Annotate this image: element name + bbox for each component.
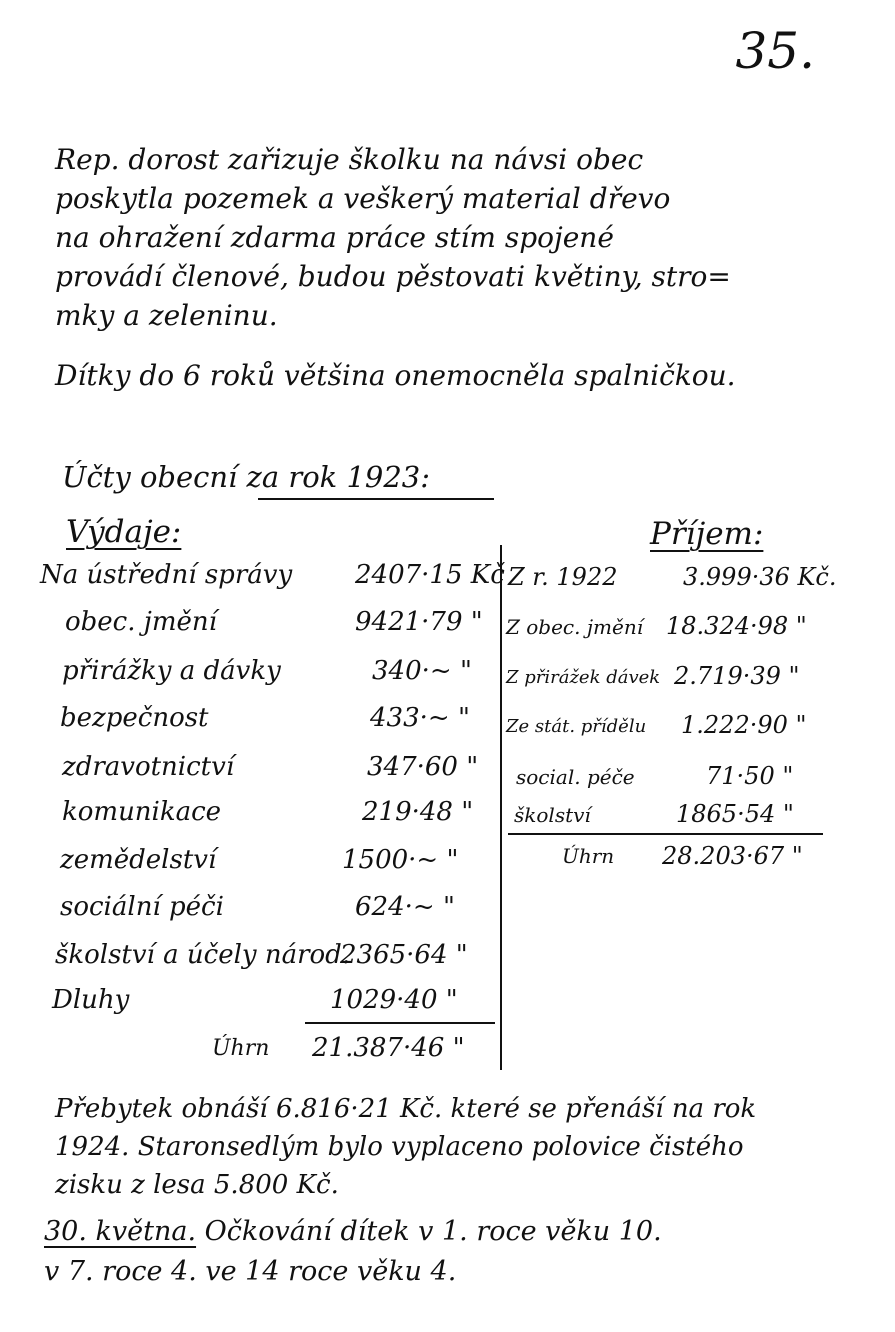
expense-label: komunikace bbox=[62, 797, 222, 827]
text-line: v 7. roce 4. ve 14 roce věku 4. bbox=[44, 1256, 457, 1287]
income-label: social. péče bbox=[516, 765, 635, 789]
paragraph-surplus bbox=[55, 1090, 756, 1204]
expenses-total: 21.387·46 " bbox=[312, 1033, 465, 1063]
text-line: Rep. dorost zařizuje školku na návsi obec bbox=[55, 143, 644, 176]
income-amount: 18.324·98 " bbox=[666, 612, 807, 640]
paragraph-measles bbox=[55, 356, 736, 395]
expenses-total-label: Úhrn bbox=[212, 1036, 270, 1061]
income-amount: 1.222·90 " bbox=[681, 711, 807, 739]
text-line: Dítky do 6 roků většina onemocněla spalničkou. bbox=[55, 359, 736, 392]
column-divider bbox=[500, 545, 502, 1070]
text-line: na ohražení zdarma práce stím spojené bbox=[55, 221, 614, 254]
expense-label: přirážky a dávky bbox=[62, 656, 281, 686]
text-line: Očkování dítek v 1. roce věku 10. bbox=[204, 1216, 662, 1247]
expense-amount: 2407·15 Kč bbox=[355, 560, 505, 590]
income-label: Z obec. jmění bbox=[506, 615, 644, 639]
expense-label: zdravotnictví bbox=[62, 752, 235, 782]
expense-amount: 1500·~ " bbox=[342, 845, 459, 875]
expense-label: sociální péči bbox=[60, 892, 224, 922]
income-title: Příjem: bbox=[650, 516, 764, 552]
expense-label: Dluhy bbox=[52, 985, 130, 1015]
income-sum-line bbox=[508, 833, 823, 835]
income-label: Z r. 1922 bbox=[508, 563, 618, 591]
vaccination-entry bbox=[44, 1212, 662, 1292]
expenses-sum-line bbox=[305, 1022, 495, 1024]
expense-amount: 9421·79 " bbox=[355, 607, 483, 637]
text-line: 1924. Staronsedlým bylo vyplaceno polovice čistého bbox=[55, 1132, 744, 1162]
income-label: Z přirážek dávek bbox=[506, 667, 661, 688]
income-total-label: Úhrn bbox=[562, 844, 615, 868]
income-label: školství bbox=[514, 803, 591, 827]
expense-amount: 1029·40 " bbox=[330, 985, 458, 1015]
income-amount: 71·50 " bbox=[706, 762, 794, 790]
text-line: Přebytek obnáší 6.816·21 Kč. které se přenáší na rok bbox=[55, 1094, 757, 1124]
income-amount: 1865·54 " bbox=[676, 800, 794, 828]
expense-label: bezpečnost bbox=[60, 703, 209, 733]
text-line: mky a zeleninu. bbox=[55, 299, 278, 332]
text-line: zisku z lesa 5.800 Kč. bbox=[55, 1170, 339, 1200]
income-total: 28.203·67 " bbox=[662, 842, 803, 870]
expense-amount: 2365·64 " bbox=[340, 940, 468, 970]
expense-amount: 340·~ " bbox=[372, 656, 472, 686]
expense-label: školství a účely národ. bbox=[55, 940, 351, 970]
text-line: poskytla pozemek a veškerý material dřevo bbox=[55, 182, 671, 215]
page-number: 35. bbox=[735, 22, 815, 80]
entry-date: 30. května. bbox=[44, 1216, 197, 1247]
expenses-title: Výdaje: bbox=[66, 514, 182, 550]
expense-amount: 624·~ " bbox=[355, 892, 455, 922]
text-line: provádí členové, budou pěstovati květiny, stro= bbox=[55, 260, 731, 293]
income-amount: 2.719·39 " bbox=[674, 662, 800, 690]
paragraph-school-garden bbox=[55, 140, 731, 335]
accounts-heading-suffix: za rok 1923: bbox=[246, 460, 431, 494]
expense-amount: 433·~ " bbox=[370, 703, 470, 733]
expense-label: Na ústřední správy bbox=[40, 560, 293, 590]
income-amount: 3.999·36 Kč. bbox=[683, 563, 837, 591]
income-label: Ze stát. přídělu bbox=[506, 716, 647, 737]
heading-underline bbox=[258, 498, 494, 500]
expense-label: obec. jmění bbox=[65, 607, 217, 637]
expense-amount: 219·48 " bbox=[362, 797, 474, 827]
expense-label: zemědelství bbox=[60, 845, 217, 875]
accounts-heading-prefix: Účty obecní bbox=[62, 460, 238, 494]
expense-amount: 347·60 " bbox=[367, 752, 479, 782]
accounts-heading bbox=[62, 460, 430, 494]
